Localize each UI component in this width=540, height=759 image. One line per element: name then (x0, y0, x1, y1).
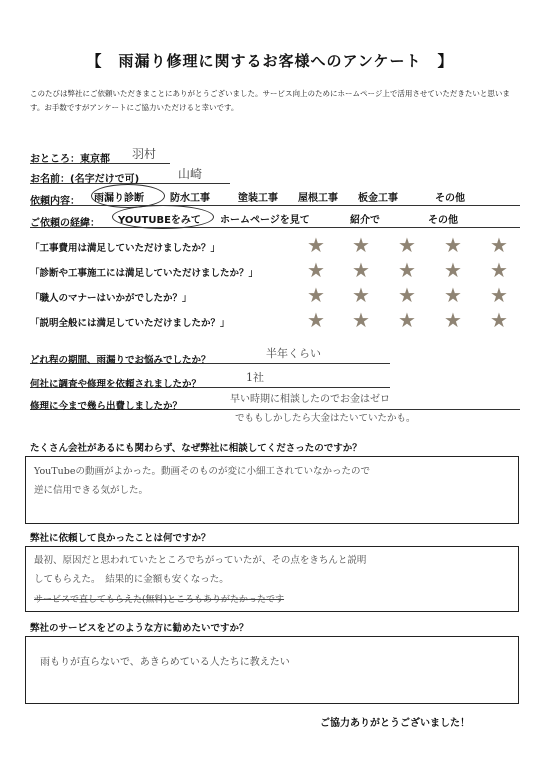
good-points-answer-line3-struck: サービスで直してもらえた(無料)ところもありがたかったです (34, 595, 285, 605)
period-question: どれ程の期間、雨漏りでお悩みでしたか？ (30, 355, 211, 366)
rating-star: ★ (307, 283, 325, 307)
trigger-option-youtube: YOUTUBEをみて (118, 215, 201, 226)
intro-text: このたびは弊社にご依頼いただきまことにありがとうございました。サービス向上のためにホームページ上で活用させていただきたいと思います。お手数ですがアンケートにご協力いただけると幸いです。 (30, 89, 510, 112)
good-points-answer-box (25, 546, 519, 612)
thanks-text: ご協力ありがとうございました！ (320, 718, 470, 729)
request-option-painting: 塗装工事 (238, 193, 278, 204)
period-row (30, 348, 390, 364)
trigger-option-other: その他 (428, 215, 458, 226)
rating-star: ★ (398, 308, 416, 332)
companies-row (30, 372, 390, 388)
name-value: 山崎 (178, 167, 203, 181)
rating-star: ★ (490, 258, 508, 282)
rating-star: ★ (444, 258, 462, 282)
cost-answer-line1: 早い時期に相談したのでお金はゼロ (230, 394, 390, 405)
rating-star: ★ (398, 283, 416, 307)
name-row (30, 167, 230, 184)
period-answer: 半年くらい (266, 347, 321, 360)
companies-answer: 1社 (246, 371, 264, 384)
rating-star: ★ (444, 308, 462, 332)
recommend-answer-box (25, 636, 519, 704)
rating-star: ★ (398, 258, 416, 282)
rating-question-explanation: 「説明全般には満足していただけましたか？」 (30, 318, 230, 329)
request-option-roofing: 屋根工事 (298, 193, 338, 204)
rating-star: ★ (444, 233, 462, 257)
reason-answer-line2: 逆に信用できる気がした。 (34, 485, 149, 496)
selected-option-circle (112, 205, 214, 229)
page-title: 【 雨漏り修理に関するお客様へのアンケート 】 (86, 52, 454, 70)
trigger-option-homepage: ホームページを見て (220, 215, 310, 226)
good-points-answer-line1: 最初、原因だと思われていたところでちがっていたが、その点をきちんと説明 (34, 555, 367, 566)
reason-answer-box (25, 456, 519, 524)
rating-star: ★ (352, 233, 370, 257)
rating-star: ★ (352, 308, 370, 332)
reason-answer-line1: YouTubeの動画がよかった。動画そのものが変に小細工されていなかったので (34, 466, 370, 477)
rating-star: ★ (398, 233, 416, 257)
rating-star: ★ (444, 283, 462, 307)
address-value: 羽村 (132, 147, 157, 161)
trigger-option-referral: 紹介で (350, 215, 380, 226)
recommend-answer-line1: 雨もりが直らないで、あきらめている人たちに教えたい (40, 657, 290, 668)
name-label: お名前：(名字だけで可) (30, 174, 140, 185)
rating-star: ★ (490, 308, 508, 332)
recommend-question: 弊社のサービスをどのような方に勧めたいですか？ (30, 623, 249, 634)
rating-question-work: 「診断や工事施工には満足していただけましたか？」 (30, 268, 259, 279)
cost-question: 修理に今まで幾ら出費しましたか？ (30, 401, 183, 412)
request-option-leak-diagnosis: 雨漏り診断 (94, 193, 144, 204)
request-option-sheet-metal: 板金工事 (358, 193, 398, 204)
request-label: 依頼内容： (30, 196, 80, 207)
rating-star: ★ (490, 283, 508, 307)
rating-star: ★ (490, 233, 508, 257)
rating-star: ★ (352, 283, 370, 307)
rating-star: ★ (307, 308, 325, 332)
rating-star: ★ (352, 258, 370, 282)
cost-row (30, 394, 520, 410)
trigger-row (30, 211, 520, 228)
rating-question-cost: 「工事費用は満足していただけましたか？」 (30, 243, 221, 254)
rating-question-manners: 「職人のマナーはいかがでしたか？」 (30, 293, 192, 304)
cost-answer-line2: でももしかしたら大金はたいていたかも。 (235, 413, 416, 424)
good-points-answer-line2: してもらえた。 結果的に金額も安くなった。 (34, 574, 229, 585)
good-points-question: 弊社に依頼して良かったことは何ですか？ (30, 533, 211, 544)
rating-star: ★ (307, 233, 325, 257)
request-option-other: その他 (435, 193, 465, 204)
address-row (30, 147, 170, 164)
reason-question: たくさん会社があるにも関わらず、なぜ弊社に相談してくださったのですか？ (30, 443, 362, 454)
request-option-waterproofing: 防水工事 (170, 193, 210, 204)
address-label: おところ：東京都 (30, 154, 110, 165)
rating-star: ★ (307, 258, 325, 282)
trigger-label: ご依頼の経緯： (30, 218, 100, 229)
companies-question: 何社に調査や修理を依頼されましたか？ (30, 379, 202, 390)
